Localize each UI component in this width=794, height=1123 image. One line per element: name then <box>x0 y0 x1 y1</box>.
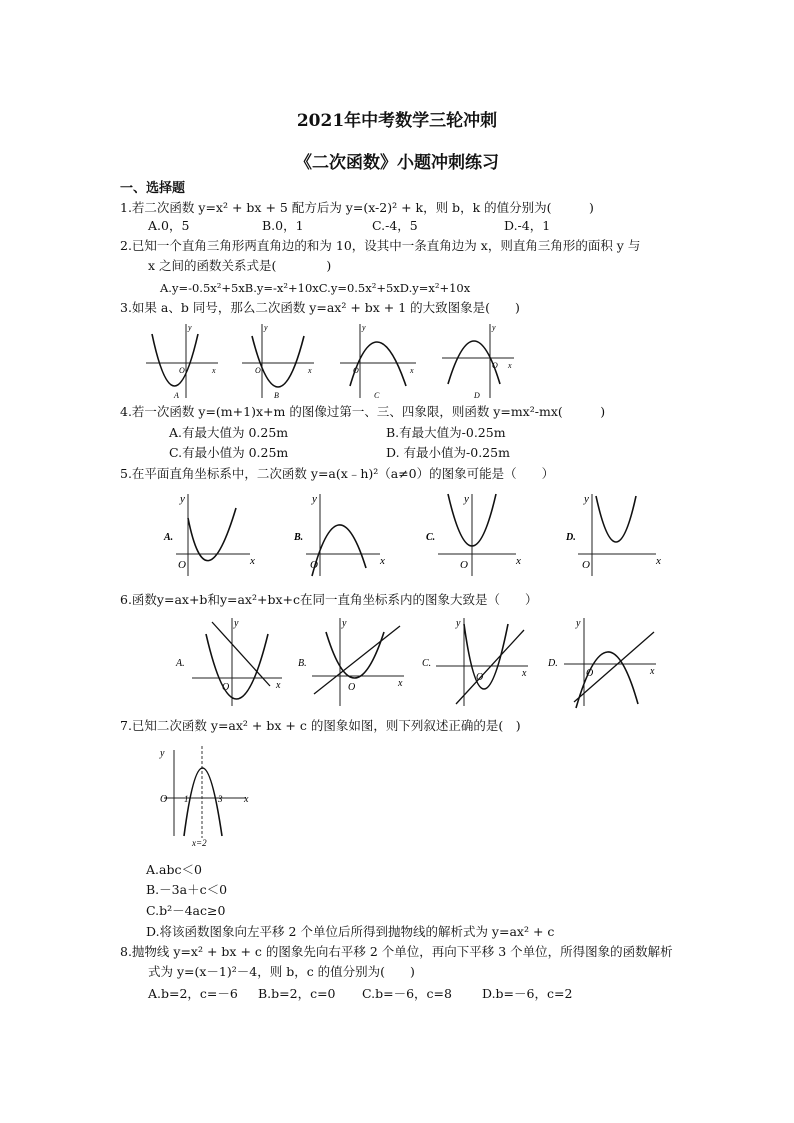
q5-graph-b[interactable] <box>288 488 393 578</box>
q4-option-a[interactable]: A.有最大值为 0.25m <box>169 425 289 440</box>
axis-label-x: x <box>656 555 661 567</box>
origin-label: O <box>582 559 590 571</box>
section-heading: 一、选择题 <box>120 181 186 196</box>
q5-graph-a[interactable] <box>158 488 263 578</box>
axis-label-x: x <box>398 678 403 689</box>
q5-label-b: B. <box>294 532 304 543</box>
axis-label-x: x <box>308 366 312 375</box>
q3-graph-c[interactable] <box>338 318 418 400</box>
axis-label-x: x <box>516 555 521 567</box>
q8-option-a[interactable]: A.b=2，c=－6 <box>148 986 238 1001</box>
q2-options[interactable]: A.y=-0.5x²+5xB.y=-x²+10xC.y=0.5x²+5xD.y=x²+10x <box>160 281 471 295</box>
q1-option-a[interactable]: A.0，5 <box>148 218 190 233</box>
q5-label-c: C. <box>426 532 436 543</box>
axis-label-y: y <box>362 323 366 332</box>
q4-stem: 4.若一次函数 y=(m+1)x+m 的图像过第一、三、四象限，则函数 y=mx²-mx( ) <box>120 404 606 419</box>
q7-option-d[interactable]: D.将该函数图象向左平移 2 个单位后所得到抛物线的解析式为 y=ax² + c <box>146 924 555 939</box>
origin-label: O <box>460 559 468 571</box>
page-subtitle: 《二次函数》小题冲刺练习 <box>295 153 499 173</box>
q3-label-d: D <box>474 391 480 400</box>
origin-label: O <box>586 668 594 679</box>
axis-label-y: y <box>234 618 239 629</box>
q8-option-b[interactable]: B.b=2，c=0 <box>258 986 336 1001</box>
axis-label-x: x <box>244 794 249 805</box>
axis-label-x: x <box>250 555 255 567</box>
origin-label: O <box>179 366 185 375</box>
q3-graph-b[interactable] <box>240 318 315 400</box>
axis-label-y: y <box>584 493 589 505</box>
q1-option-b[interactable]: B.0，1 <box>262 218 304 233</box>
origin-label: O <box>178 559 186 571</box>
q4-option-b[interactable]: B.有最大值为-0.25m <box>386 425 506 440</box>
q8-option-d[interactable]: D.b=－6，c=2 <box>482 986 573 1001</box>
axis-label-y: y <box>576 618 581 629</box>
q3-graph-d[interactable] <box>440 318 515 400</box>
origin-label: O <box>353 366 359 375</box>
q3-label-c: C <box>374 391 380 400</box>
q4-option-d[interactable]: D. 有最小值为-0.25m <box>386 445 510 460</box>
axis-label-x: x <box>522 668 527 679</box>
q7-option-b[interactable]: B.－3a＋c＜0 <box>146 882 228 897</box>
axis-label-x: x <box>380 555 385 567</box>
q6-label-a: A. <box>176 658 185 669</box>
axis-label-x: x <box>410 366 414 375</box>
origin-label: O <box>476 672 484 683</box>
q8-stem-line1: 8.抛物线 y=x² + bx + c 的图象先向右平移 2 个单位，再向下平移 3 个单位，所得图象的函数解析 <box>120 944 673 959</box>
axis-label-y: y <box>188 323 192 332</box>
origin-label: O <box>310 559 318 571</box>
axis-label-y: y <box>464 493 469 505</box>
q7-stem: 7.已知二次函数 y=ax² + bx + c 的图象如图，则下列叙述正确的是( ) <box>120 718 521 733</box>
q6-graph-c[interactable] <box>420 614 532 708</box>
q5-label-a: A. <box>164 532 174 543</box>
q6-graph-d[interactable] <box>546 614 661 708</box>
q3-label-a: A <box>174 391 179 400</box>
tick-1: 1 <box>184 794 189 804</box>
q6-graph-a[interactable] <box>174 614 286 708</box>
q1-option-c[interactable]: C.-4，5 <box>372 218 418 233</box>
axis-label-x: x <box>508 361 512 370</box>
origin-label: O <box>222 682 230 693</box>
q5-graph-d[interactable] <box>560 488 665 578</box>
q3-label-b: B <box>274 391 279 400</box>
q2-stem-line2: x 之间的函数关系式是( ) <box>148 258 332 273</box>
axis-label-y: y <box>180 493 185 505</box>
q2-stem-line1: 2.已知一个直角三角形两直角边的和为 10，设其中一条直角边为 x，则直角三角形的面积 y 与 <box>120 238 641 253</box>
q3-stem: 3.如果 a、b 同号，那么二次函数 y=ax² + bx + 1 的大致图象是( ) <box>120 300 520 315</box>
axis-label-y: y <box>456 618 461 629</box>
q6-label-d: D. <box>548 658 558 669</box>
q8-option-c[interactable]: C.b=－6，c=8 <box>362 986 452 1001</box>
axis-label-y: y <box>492 323 496 332</box>
page-title: 2021年中考数学三轮冲刺 <box>296 111 498 131</box>
q7-option-a[interactable]: A.abc＜0 <box>146 862 202 877</box>
axis-label-x: x <box>276 680 281 691</box>
axis-label-y: y <box>312 493 317 505</box>
q4-option-c[interactable]: C.有最小值为 0.25m <box>169 445 289 460</box>
q6-graph-b[interactable] <box>296 614 408 708</box>
q5-stem: 5.在平面直角坐标系中，二次函数 y=a(x﹣h)²（a≠0）的图象可能是（ ） <box>120 466 555 481</box>
symmetry-axis-label: x=2 <box>192 838 207 848</box>
q6-stem: 6.函数y=ax+b和y=ax²+bx+c在同一直角坐标系内的图象大致是（ ） <box>120 592 538 607</box>
q7-option-c[interactable]: C.b²－4ac≥0 <box>146 903 226 918</box>
q6-label-b: B. <box>298 658 307 669</box>
axis-label-x: x <box>212 366 216 375</box>
q1-option-d[interactable]: D.-4，1 <box>504 218 551 233</box>
axis-label-y: y <box>264 323 268 332</box>
origin-label: O <box>492 361 498 370</box>
q5-label-d: D. <box>566 532 576 543</box>
tick-3: 3 <box>218 794 223 804</box>
origin-label: O <box>160 794 168 805</box>
axis-label-x: x <box>650 666 655 677</box>
axis-label-y: y <box>160 748 165 759</box>
q6-label-c: C. <box>422 658 432 669</box>
q3-graph-a[interactable] <box>144 318 219 400</box>
q7-graph <box>146 740 256 850</box>
q1-stem: 1.若二次函数 y=x² + bx + 5 配方后为 y=(x-2)² + k，则 b，k 的值分别为( ) <box>120 200 594 215</box>
q8-stem-line2: 式为 y=(x－1)²－4，则 b，c 的值分别为( ) <box>148 964 415 979</box>
axis-label-y: y <box>342 618 347 629</box>
origin-label: O <box>348 682 356 693</box>
q5-graph-c[interactable] <box>420 488 530 578</box>
origin-label: O <box>255 366 261 375</box>
